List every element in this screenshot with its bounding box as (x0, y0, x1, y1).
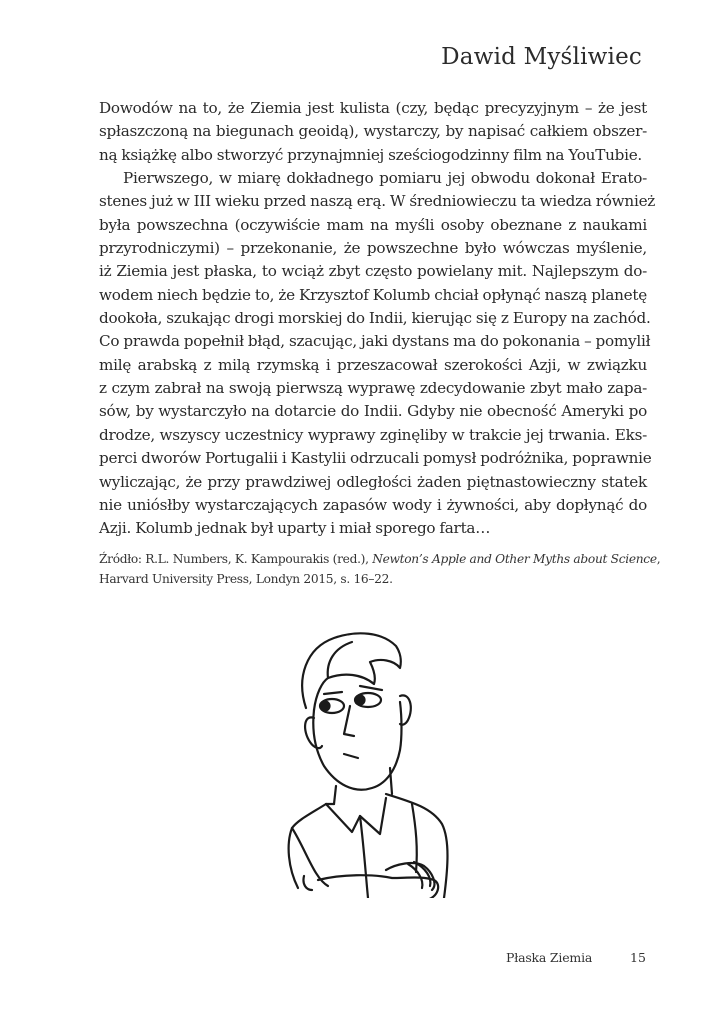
text-line: nie uniósłby wystarczających zapasów wody i żywności, aby dopłynąć do (99, 495, 647, 514)
text-line: Co prawda popełnił błąd, szacując, jaki dystans ma do pokonania – pomylił (99, 332, 651, 351)
text-line: iż Ziemia jest płaska, to wciąż zbyt często powielany mit. Najlepszym do- (99, 262, 647, 281)
running-footer-chapter: Płaska Ziemia (506, 950, 593, 965)
right-pupil (356, 696, 365, 705)
left-pupil (321, 702, 330, 711)
text-line: Dowodów na to, że Ziemia jest kulista (czy, będąc precyzyjnym – że jest (99, 99, 647, 117)
fingers (408, 862, 430, 888)
text-line: przyrodniczymi) – przekonanie, że powszechne było wówczas myślenie, (99, 239, 647, 258)
page-number: 15 (630, 950, 646, 965)
neck-left (334, 786, 336, 804)
text-line: drodze, wszyscy uczestnicy wyprawy zginęliby w trakcie jej trwania. Eks- (99, 425, 647, 444)
right-eyebrow (360, 686, 382, 690)
text-line: dookoła, szukając drogi morskiej do Indii, kierując się z Europy na zachód. (99, 309, 651, 328)
source-suffix: , (656, 552, 661, 566)
text-line: wodem niech będzie to, że Krzysztof Kolumb chciał opłynąć naszą planetę (99, 285, 647, 304)
text-line: ną książkę albo stworzyć przynajmniej sześciogodzinny film na YouTubie. (99, 145, 643, 164)
source-title: Newton’s Apple and Other Myths about Science (372, 552, 657, 566)
text-line: była powszechna (oczywiście mam na myśli osoby obeznane z naukami (99, 215, 647, 234)
shirt-line-center (360, 816, 368, 898)
nose (344, 706, 354, 736)
left-hand (303, 876, 312, 890)
face (313, 702, 401, 790)
left-shoulder (289, 804, 326, 888)
body-text (99, 97, 656, 541)
source-line-2: Harvard University Press, Londyn 2015, s. 16–22. (99, 572, 393, 586)
man-illustration (262, 618, 502, 898)
shirt-line-left (292, 828, 328, 886)
left-eyebrow (324, 692, 342, 694)
source-citation (99, 549, 661, 589)
source-prefix: Źródło: R.L. Numbers, K. Kampourakis (red.), (99, 552, 373, 566)
text-line: milę arabską z milą rzymską i przeszacował szerokości Azji, w związku (99, 355, 647, 374)
author-name: Dawid Myśliwiec (441, 44, 642, 70)
hair-strand (328, 642, 352, 678)
text-line: stenes już w III wieku przed naszą erą. W średniowieczu ta wiedza również (99, 192, 656, 211)
text-line: Pierwszego, w miarę dokładnego pomiaru jej obwodu dokonał Erato- (123, 169, 647, 188)
source-line-1 (99, 549, 661, 569)
text-line: spłaszczoną na biegunach geoidą), wystarczy, by napisać całkiem obszer- (99, 122, 647, 141)
hair (302, 633, 401, 710)
text-line: sów, by wystarczyło na dotarcie do Indii. Gdyby nie obecność Ameryki po (99, 402, 647, 421)
text-line: perci dworów Portugalii i Kastylii odrzucali pomysł podróżnika, poprawnie (99, 449, 652, 468)
text-line: z czym zabrał na swoją pierwszą wyprawę zdecydowanie zbyt mało zapa- (99, 379, 647, 398)
mouth (344, 754, 358, 758)
text-line: Azji. Kolumb jednak był uparty i miał sporego farta… (99, 519, 491, 538)
text-line: wyliczając, że przy prawdziwej odległości żaden piętnastowieczny statek (99, 472, 647, 491)
